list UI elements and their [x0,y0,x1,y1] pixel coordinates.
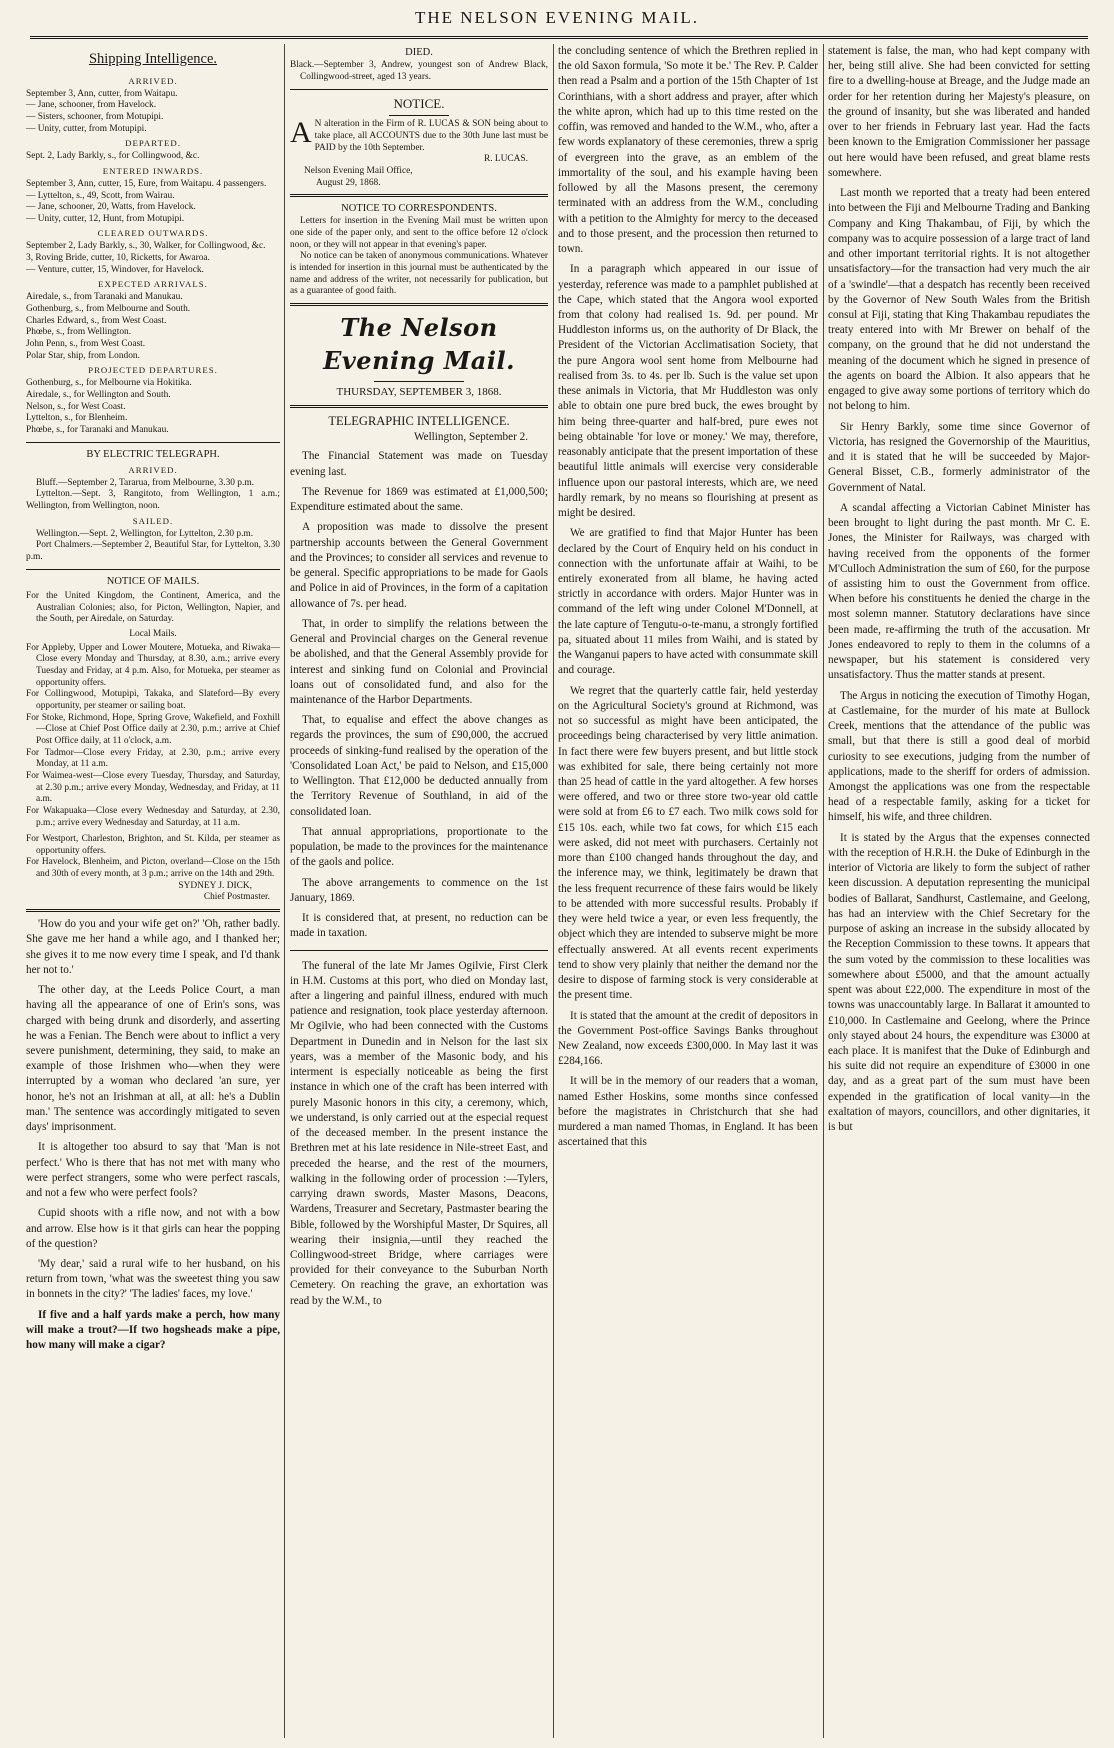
list-item: Port Chalmers.—September 2, Beautiful Star, for Lyttelton, 3.30 p.m. [26,540,280,562]
paragraph: It is considered that, at present, no reduction can be made in taxation. [290,912,548,940]
paper-title: The Nelson Evening Mail. [323,313,515,375]
list-item: For Tadmor—Close every Friday, at 2.30, p.m.; arrive every Monday, at 11 a.m. [26,747,280,770]
list-item: September 3, Ann, cutter, 15, Eure, from Waitapu. 4 passengers. [26,178,267,189]
list-item: For Stoke, Richmond, Hope, Spring Grove, Wakefield, and Foxhill—Close at Chief Post Office daily at 2.30, p.m.; arrive at Chief Post Office daily, at 11 o'clock, a.m. [26,712,280,746]
list-item: For Havelock, Blenheim, and Picton, overland—Close on the 15th and 30th of every month, at 3 p.m.; arrive on the 14th and 29th. [26,857,280,880]
telegraph-heading: BY ELECTRIC TELEGRAPH. [86,448,220,460]
cleared-heading: CLEARED OUTWARDS. [97,228,209,239]
notice-date: August 29, 1868. [316,177,381,188]
list-item: Airedale, s., from Taranaki and Manukau. [26,292,183,303]
list-item: — Unity, cutter, 12, Hunt, from Motupipi. [26,213,185,224]
paragraph: A scandal affecting a Victorian Cabinet Minister has been brought to light during the past month. Mr C. E. Jones, the Minister for Railways, was charged with having received from the opponents of the former M'Culloch Administration the sum of £60, for the purpose of assisting him to oust the Government from office. When before his constituents he denied the charge in the most solemn manner. Statutory declarations have since been made, re-affirming the truth of the accusation. Mr Jones endeavored to reply to them in the columns of a newspaper, but his statement is considered very unsatisfactory. Thus the matter stands at present. [828,501,1090,682]
column-divider [553,44,554,1738]
list-item: — Lyttelton, s., 49, Scott, from Wairau. [26,190,175,201]
notice-text: N alteration in the Firm of R. LUCAS & SON being about to take place, all ACCOUNTS due to the 30th June last must be PAID by the 10th September. [314,119,548,153]
short-rule [374,381,464,382]
paragraph: The Revenue for 1869 was estimated at £1,000,500; Expenditure estimated about the same. [290,485,548,514]
paragraph: Last month we reported that a treaty had been entered into between the Fiji and Melbourne Trading and Banking Company and King Thakambau, of Fiji, by which the company was to acquire possession of a large tract of land and other important territorial rights. It is not altogether unsatisfactory—for the transaction had very much the air of a 'swindle'—that a despatch has recently been received by the Governor of New South Wales from the British consul at Fiji, stating that King Thakambau repudiates the treaty entered into with Mr Brewer on behalf of the company, on the ground that he did not understand the meaning of the document which he signed in presence of the agents on board the Albion. It also appears that he engaged to give away some portions of territory which do not belong to him. [828,187,1090,413]
tel-sailed-list [26,529,280,564]
list-item: Bluff.—September 2, Tararua, from Melbourne, 3.30 p.m. [36,477,254,488]
paragraph: That annual appropriations, proportionate to the population, be made to the provinces for the maintenance of the gaols and police. [290,825,548,869]
correspondents-text: No notice can be taken of anonymous communications. Whatever is intended for insertion in this journal must be authenticated by the name and address of the writer, not necessarily for publication, but as a guarantee of good faith. [290,251,548,297]
list-item: For Waimea-west—Close every Tuesday, Thursday, and Saturday, at 2.30 p.m.; arrive every Monday, Wednesday, and Friday, at 11 a.m. [26,770,280,805]
list-item: For Collingwood, Motupipi, Takaka, and Slateford—By every opportunity, per steamer or sailing boat. [26,689,280,711]
paragraph: statement is false, the man, who had kept company with her, being still alive. She had been convicted for setting fire to a dwelling-house at Breage, and the Judge made an order for her retention during her Majesty's pleasure, on the ground of insanity, but she was liberated and handed over to her friends in February last year. Had the facts been known to the Emigration Commissioner her passage out here would have been refused, and great blame rests somewhere. [828,45,1090,179]
notice-signature: R. LUCAS. [483,154,528,165]
arrived-heading: ARRIVED. [128,75,178,86]
list-item: For Appleby, Upper and Lower Moutere, Motueka, and Riwaka—Close every Monday and Thursday, at 8.30, a.m.; arrive every Tuesday and Friday, at 4 p.m. Also, for Motueka, per steamer as opportunity offers. [26,642,280,688]
column-1 [26,44,280,1742]
departed-heading: DEPARTED. [125,138,181,149]
divider [290,303,548,306]
column-3 [558,44,818,1742]
list-item: September 2, Lady Barkly, s., 30, Walker, for Collingwood, &c. [26,241,266,252]
shipping-heading: Shipping Intelligence. [88,51,218,67]
paragraph: The funeral of the late Mr James Ogilvie, First Clerk in H.M. Customs at this port, who died on Monday last, after a lingering and painful illness, endured with much patience and resignation, took place yesterday afternoon. Mr Ogilvie, who had been connected with the Customs Department in Dunedin and in Nelson for the last six years, was a member of the Masonic body, and his interment is especially noticeable as being the first instance in which one of the craft has been interred with purely Masonic honors in this city, a ceremony, which, we understand, is only carried out at the especial request of the deceased member. In the present instance the Brethren met at his late residence in Nile-street East, and preceded the hearse, and the rest of the mourners, walking in the following order of procession :—Tylers, carrying drawn swords, Master Masons, Deacons, Wardens, Treasurer and Secretary, Pastmaster bearing the Bible, followed by the Worshipful Master, Dr Squires, all wearing their insignia,—until they reached the Collingwood-street Bridge, where carriages were provided for their conveyance to the Suburban North Cemetery. On reaching the grave, an exhortation was read by the W.M., to [290,959,548,1307]
paragraph: In a paragraph which appeared in our issue of yesterday, reference was made to a pamphlet published at the Cape, which stated that the Angora wool exported from that colony had realised 1s. 9d. per pound. Mr Huddleston informs us, on the authority of Dr Black, the President of the Victorian Acclimatisation Society, that the pure Angora wool sent home from Melbourne had realised from 3s. to 4s. per lb. Such is the value set upon these animals in Victoria, that Mr Huddleston was only able to obtain one pure bred buck, the ewes brought by him being three-quarter and half-bred, pure ewes not being obtainable 'for love or money.' We may, therefore, reasonably anticipate that the present importation of these beautiful little animals will exercise very considerable influence upon our pastoral interests, which are, we need hardly remark, by no means so flourishing at present as might be desired. [558,263,818,520]
divider [26,909,280,912]
telegraphic-dateline: Wellington, September 2. [413,431,528,444]
list-item: Charles Edward, s., from West Coast. [26,315,167,326]
paragraph: The other day, at the Leeds Police Court, a man having all the appearance of one of Erin's sons, was charged with being drunk and disorderly, and asserting he was a Fenian. The Bench were about to inflict a very severe punishment, determining, they said, to make an example of those Irishmen who—when they were interrupted by a woman who declared 'an sure, yer honor, he's not an Irishman at all, at all: he's a Dublin man.' The sentence was accordingly mitigated to seven days' imprisonment. [26,984,280,1134]
paragraph: Cupid shoots with a rifle now, and not with a bow and arrow. Else how is it that girls can hear the popping of the question? [26,1207,280,1250]
list-item: — Jane, schooner, 20, Watts, from Havelock. [26,202,196,213]
paragraph: We regret that the quarterly cattle fair, held yesterday on the Agricultural Society's ground at Richmond, was not so successful as might have been anticipated, the proceedings being characterised by very little animation. In fact there were few buyers present, and but little stock was exhibited for sale, there being certainly not more than 25 head of cattle in the yard altogether. A few horses were offered, and two or three store two-year old cattle were sold at from £6 to £7 each. Two milk cows sold for £15 10s. each, while two fat cows, for which £15 each were asked, did not meet with purchasers. Certainly not more than £100 changed hands throughout the day, and the inference may, we think, legitimately be drawn that the less frequent recurrence of these fairs would be likely to be attended with more successful results. Probably if they were held twice a year, or even less frequently, the object which they are intended to subserve might be more effectually answered. At all events recent experiments tend to show very plainly that neither the demand nor the desire to dispose of farming stock is very considerable at the present time. [558,684,818,1002]
list-item: Gothenburg, s., for Melbourne via Hokitika. [26,378,192,389]
list-item: Polar Star, ship, from London. [26,350,140,361]
paragraph: It will be in the memory of our readers that a woman, named Esther Hoskins, some months since confessed before the magistrates in Christchurch that she had murdered a man named Thomas, in England. It has been ascertained that this [558,1075,818,1149]
list-item: Lyttelton, s., for Blenheim. [26,413,128,424]
paragraph: The above arrangements to commence on the 1st January, 1869. [290,876,548,904]
divider [26,442,280,443]
tel-arrived-list [26,478,280,513]
paragraph: If five and a half yards make a perch, how many will make a trout?—If two hogsheads make a pipe, how many will make a cigar? [26,1308,280,1352]
list-item: 3, Roving Bride, cutter, 10, Ricketts, for Awaroa. [26,253,210,264]
paragraph: We are gratified to find that Major Hunter has been declared by the Court of Enquiry held on his conduct in connection with the unfortunate affair at Waihi, to be entirely exonerated from all blame, he having acted strictly in accordance with orders. Major Hunter was in command of the left wing under Colonel M'Donnell, at the late capture of Tengutu-o-te-manu, a strongly fortified pa, situated about 11 miles from Waihi, and is stated by the Wanganui papers to have acted with consummate skill and courage. [558,527,818,677]
paragraph: It is stated by the Argus that the expenses connected with the reception of H.R.H. the Duke of Edinburgh in the interior of Victoria are likely to form the subject of rather keen discussion. A deputation representing the municipal bodies of Ballarat, Sandhurst, Castlemaine, and Geelong, has had an interview with the Chief Secretary for the purpose of asking an increase in the subsidy allocated by the Reception Commission to these towns. It appears that the sum voted by the commission to these localities was somewhere about £5000, and that the amount actually spent was about £22,000. The expenditure in most of the towns was unaccountably large. In Ballarat it amounted to £10,000. In Castlemaine and Geelong, where the Prince only stayed about 24 hours, the expenditure was £3000 at each place. It is manifest that the Duke of Edinburgh and his suite did not require an expenditure of £3000 in one day, and as a great part of the sum must have been expended in the gratification of local vanity—in the exaltation of mayors, councillors, and other dignitaries, it is but [828,831,1090,1134]
notice-heading: NOTICE. [393,95,445,111]
list-item: Wellington.—Sept. 2, Wellington, for Lyttelton, 2.30 p.m. [36,528,254,539]
paragraph: the concluding sentence of which the Brethren replied in the old Saxon formula, 'So mote it be.' The Rev. P. Calder then read a Psalm and a portion of the 15th Chapter of 1st Corinthians, with a short address and prayer, after which the white apron, which had up to this time rested on the coffin, was removed and handed to the W.M., who, after a few words explanatory of these ceremonies, threw a sprig of evergreen into the grave, as an emblem of the immortality of the soul, and his example having been followed by all the Masons present, the ceremony terminated with an address from the W.M., concluding with a petition to the Almighty for mercy to the deceased and to those present, and the procession then returned to town. [558,45,818,256]
paragraph: The Financial Statement was made on Tuesday evening last. [290,450,548,478]
short-rule [389,115,449,116]
list-item: Gothenburg, s., from Melbourne and South. [26,304,191,315]
notice-body [290,116,548,154]
top-rule [30,36,1088,39]
expected-list [26,292,280,362]
notice-office: Nelson Evening Mail Office, [304,165,413,176]
column-divider [823,44,824,1738]
projected-heading: PROJECTED DEPARTURES. [88,365,218,376]
local-mails-heading: Local Mails. [129,628,177,639]
list-item: — Jane, schooner, from Havelock. [26,100,157,111]
column-divider [284,44,285,1738]
list-item: — Venture, cutter, 15, Windover, for Havelock. [26,264,204,275]
projected-list [26,378,280,436]
list-item: For Westport, Charleston, Brighton, and St. Kilda, per steamer as opportunity offers. [26,834,280,856]
divider [290,89,548,90]
correspondents-heading: NOTICE TO CORRESPONDENTS. [341,203,497,215]
paragraph: Sir Henry Barkly, some time since Governor of Victoria, has resigned the Governorship of the Mauritius, and it is stated that he will be succeeded by Major-General Bisset, C.B., formerly administrator of the Government of Natal. [828,420,1090,494]
date-line: THURSDAY, SEPTEMBER 3, 1868. [336,386,502,399]
list-item: Phœbe, s., for Taranaki and Manukau. [26,424,169,435]
list-item: John Penn, s., from West Coast. [26,338,146,349]
died-heading: DIED. [405,47,433,58]
expected-heading: EXPECTED ARRIVALS. [98,279,208,290]
list-item: September 3, Ann, cutter, from Waitapu. [26,88,178,99]
list-item: Lyttelton.—Sept. 3, Rangitoto, from Wellington, 1 a.m.; Wellington, from Wellington, noon. [26,489,280,512]
died-notice: Black.—September 3, Andrew, youngest son of Andrew Black, Collingwood-street, aged 13 years. [290,60,548,82]
paragraph: The Argus in noticing the execution of Timothy Hogan, at Castlemaine, for the murder of his mate at Bullock Creek, mentions that the attendance of the public was small, but that there is still a good deal of morbid curiosity to see executions, judging from the number of applications, made to the sheriff for orders of admission. Amongst the applications was one from the respectable head of a respectable family, asking for a ticket for himself, his wife, and three children. [828,689,1090,824]
mails-heading: NOTICE OF MAILS. [106,575,200,587]
mails-intro: For the United Kingdom, the Continent, America, and the Australian Colonies; also, for Picton, Wellington, Napier, and the South, per Airedale, on Saturday. [26,590,280,625]
departed-list [26,151,280,163]
list-item: — Sisters, schooner, from Motupipi. [26,111,164,122]
cleared-list [26,241,280,276]
telegraphic-heading: TELEGRAPHIC INTELLIGENCE. [328,414,510,429]
local-mails-list [26,643,280,881]
list-item: Phœbe, s., from Wellington. [26,327,132,338]
divider [290,194,548,197]
paragraph: 'My dear,' said a rural wife to her husband, on his return from town, 'what was the sweetest thing you saw in bonnets in the city?' 'The ladies' faces, my love.' [26,1258,280,1301]
entered-heading: ENTERED INWARDS. [102,165,204,176]
list-item: — Unity, cutter, from Motupipi. [26,123,147,134]
column-2 [290,44,548,1742]
drop-cap: A [290,116,312,150]
list-item: Nelson, s., for West Coast. [26,401,126,412]
paragraph: That, to equalise and effect the above changes as regards the provinces, the sum of £90,000, the accrued proceeds of sinking-fund realised by the operation of the 'Consolidated Loan Act,' be paid to Nelson, and £15,000 to Wellington. That £12,000 be deducted annually from the Territory Revenue of Southland, in aid of the consolidated loan. [290,714,548,818]
column-4 [828,44,1090,1742]
paragraph: That, in order to simplify the relations between the General and Provincial charges on the General revenue be abolished, and that the General Assembly provide for interest and sinking fund on Colonial and Provincial loans out of consolidated fund, and also for the maintenance of the Harbor Departments. [290,617,548,706]
signature-title: Chief Postmaster. [203,892,270,903]
correspondents-text: Letters for insertion in the Evening Mail must be written upon one side of the paper only, and sent to the office before 12 o'clock noon, or they will not appear in that evening's paper. [290,216,548,250]
tel-arrived-heading: ARRIVED. [128,464,178,475]
paragraph: 'How do you and your wife get on?' 'Oh, rather badly. She gave me her hand a while ago, and I thanked her; she gives it to me now every time I speak, and I'd thank her not to.' [26,918,280,976]
paragraph: A proposition was made to dissolve the present partnership accounts between the General Government and the Provinces; to consider all services and revenue to be general. Specific appropriations to be made for Gaols and Police in aid of Provinces, in the form of a capitation allowance of 7s. per head. [290,521,548,610]
signature-name: SYDNEY J. DICK, [178,880,252,891]
paragraph: It is altogether too absurd to say that 'Man is not perfect.' Who is there that has not met with many who were perfect strangers, some who were perfect rascals, and not a few who were perfect fools? [26,1141,280,1200]
divider [290,405,548,408]
list-item: Airedale, s., for Wellington and South. [26,389,171,400]
list-item: Sept. 2, Lady Barkly, s., for Collingwood, &c. [26,151,200,162]
tel-sailed-heading: SAILED. [132,515,174,526]
paragraph: It is stated that the amount at the credit of depositors in the Government Post-office Savings Banks throughout New Zealand, now exceeds £300,000. In May last it was £284,166. [558,1009,818,1068]
entered-list [26,179,280,226]
arrived-list [26,89,280,136]
list-item: For Wakapuaka—Close every Wednesday and Saturday, at 2.30, p.m.; arrive every Wednesday and Saturday, at 11 a.m. [26,805,280,828]
masthead: THE NELSON EVENING MAIL. [414,8,700,27]
divider [26,569,280,570]
divider [290,950,548,951]
